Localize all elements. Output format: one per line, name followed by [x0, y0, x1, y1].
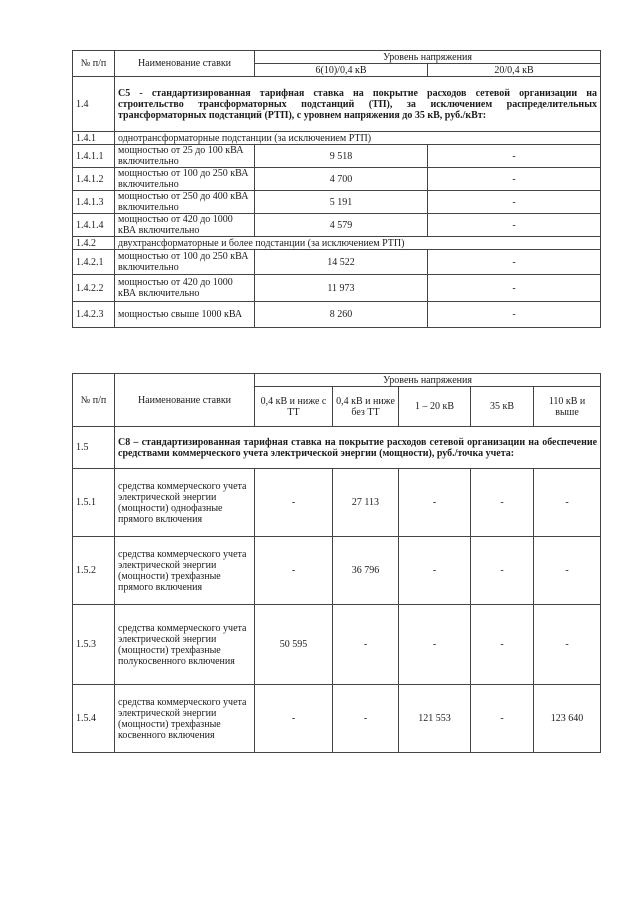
group-label: однотрансформаторные подстанции (за исключением РТП) [115, 132, 601, 145]
rate-value: 14 522 [255, 250, 428, 275]
rate-name: мощностью от 420 до 1000 кВА включительно [115, 214, 255, 237]
row-num: 1.4.2 [73, 237, 115, 250]
rate-name: мощностью от 420 до 1000 кВА включительно [115, 275, 255, 302]
row-num: 1.4.1.3 [73, 191, 115, 214]
rate-value: - [471, 537, 534, 605]
header-voltage-level: Уровень напряжения [255, 374, 601, 387]
header-voltage-col: 0,4 кВ и ниже без ТТ [333, 387, 399, 427]
rate-name: средства коммерческого учета электрической энергии (мощности) однофазные прямого включения [115, 469, 255, 537]
tariff-table-c5 [72, 50, 601, 328]
header-voltage-col: 20/0,4 кВ [428, 64, 601, 77]
rate-value: - [333, 685, 399, 753]
rate-value: - [428, 214, 601, 237]
rate-value: 4 579 [255, 214, 428, 237]
row-num: 1.5.4 [73, 685, 115, 753]
rate-value: 27 113 [333, 469, 399, 537]
row-num: 1.4.1.2 [73, 168, 115, 191]
rate-name: мощностью свыше 1000 кВА [115, 302, 255, 328]
rate-value: - [255, 537, 333, 605]
row-num: 1.5.1 [73, 469, 115, 537]
section-num: 1.5 [73, 427, 115, 469]
rate-name: средства коммерческого учета электрической энергии (мощности) трехфазные прямого включения [115, 537, 255, 605]
row-num: 1.5.2 [73, 537, 115, 605]
rate-value: - [471, 685, 534, 753]
rate-value: - [471, 605, 534, 685]
rate-name: средства коммерческого учета электрической энергии (мощности) трехфазные косвенного включения [115, 685, 255, 753]
rate-value: 9 518 [255, 145, 428, 168]
group-label: двухтрансформаторные и более подстанции (за исключением РТП) [115, 237, 601, 250]
header-name: Наименование ставки [115, 374, 255, 427]
rate-value: 4 700 [255, 168, 428, 191]
header-voltage-col: 110 кВ и выше [534, 387, 601, 427]
rate-value: - [428, 145, 601, 168]
rate-value: - [399, 537, 471, 605]
rate-value: - [534, 537, 601, 605]
row-num: 1.4.1.4 [73, 214, 115, 237]
rate-name: мощностью от 250 до 400 кВА включительно [115, 191, 255, 214]
rate-value: 121 553 [399, 685, 471, 753]
header-voltage-col: 1 – 20 кВ [399, 387, 471, 427]
rate-name: средства коммерческого учета электрической энергии (мощности) трехфазные полукосвенного включения [115, 605, 255, 685]
row-num: 1.4.2.2 [73, 275, 115, 302]
rate-name: мощностью от 25 до 100 кВА включительно [115, 145, 255, 168]
rate-value: - [333, 605, 399, 685]
rate-value: - [471, 469, 534, 537]
rate-value: - [534, 469, 601, 537]
rate-value: 50 595 [255, 605, 333, 685]
rate-value: - [399, 605, 471, 685]
section-title: С8 – стандартизированная тарифная ставка на покрытие расходов сетевой организации на обеспечение средствами коммерческого учета электрической энергии (мощности), руб./точка учета: [115, 427, 601, 469]
rate-value: 8 260 [255, 302, 428, 328]
header-num: № п/п [73, 51, 115, 77]
rate-value: - [428, 191, 601, 214]
rate-value: - [428, 275, 601, 302]
rate-value: 5 191 [255, 191, 428, 214]
header-voltage-level: Уровень напряжения [255, 51, 601, 64]
rate-value: - [255, 685, 333, 753]
section-title: С5 - стандартизированная тарифная ставка на покрытие расходов сетевой организации на строительство трансформаторных подстанций (ТП), за исключением распределительных трансформаторных подстанций (РТП), с уровнем напряжения до 35 кВ, руб./кВт: [115, 77, 601, 132]
header-voltage-col: 6(10)/0,4 кВ [255, 64, 428, 77]
row-num: 1.4.2.1 [73, 250, 115, 275]
header-voltage-col: 0,4 кВ и ниже с ТТ [255, 387, 333, 427]
rate-value: - [428, 168, 601, 191]
rate-value: - [399, 469, 471, 537]
rate-name: мощностью от 100 до 250 кВА включительно [115, 168, 255, 191]
section-num: 1.4 [73, 77, 115, 132]
row-num: 1.4.1.1 [73, 145, 115, 168]
row-num: 1.5.3 [73, 605, 115, 685]
rate-value: - [534, 605, 601, 685]
header-voltage-col: 35 кВ [471, 387, 534, 427]
header-num: № п/п [73, 374, 115, 427]
header-name: Наименование ставки [115, 51, 255, 77]
rate-value: 11 973 [255, 275, 428, 302]
row-num: 1.4.2.3 [73, 302, 115, 328]
tariff-table-c8 [72, 373, 601, 753]
rate-name: мощностью от 100 до 250 кВА включительно [115, 250, 255, 275]
rate-value: 123 640 [534, 685, 601, 753]
rate-value: - [255, 469, 333, 537]
rate-value: - [428, 302, 601, 328]
row-num: 1.4.1 [73, 132, 115, 145]
rate-value: 36 796 [333, 537, 399, 605]
rate-value: - [428, 250, 601, 275]
